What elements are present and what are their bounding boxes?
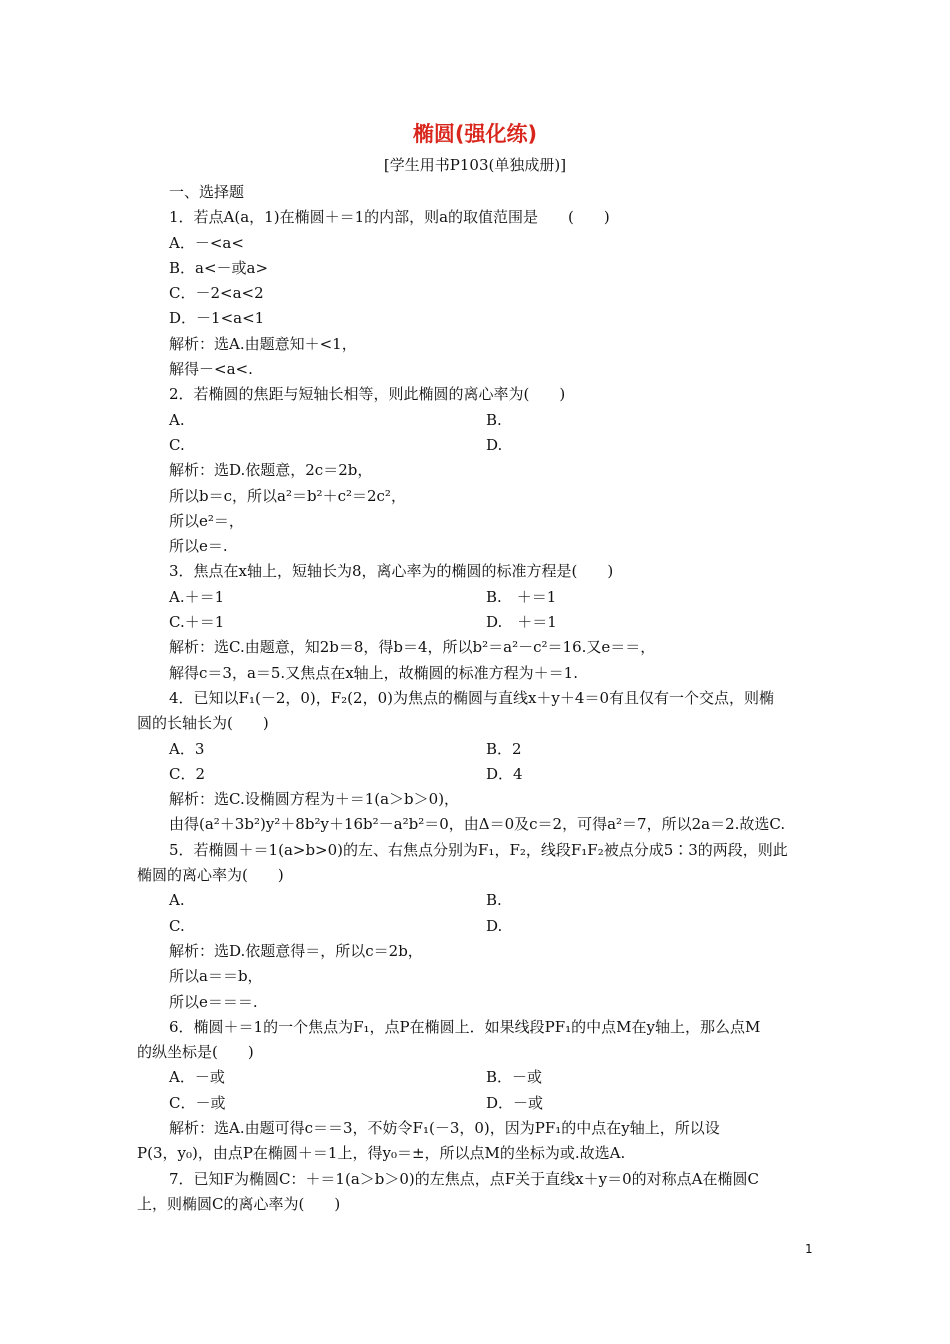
option-row [137,433,827,458]
option-right: B．－或 [486,1068,543,1087]
option-left: A. [169,891,185,910]
option-right: B. ＋＝1 [486,587,557,606]
text-line: 所以e＝＝＝. [169,992,258,1011]
option-row [137,762,827,787]
text-line: 5．若椭圆＋＝1(a>b>0)的左、右焦点分别为F₁，F₂，线段F₁F₂被点分成5∶3的两段，则此 [169,840,788,859]
text-line: 解析：选C.由题意，知2b＝8，得b＝4，所以b²＝a²－c²＝16.又e＝＝， [169,638,656,657]
text-line: 4．已知以F₁(－2，0)，F₂(2，0)为焦点的椭圆与直线x＋y＋4＝0有且仅有一个交点，则椭 [169,688,774,707]
option-left: C. [169,916,185,935]
page-number: 1 [805,1242,813,1256]
text-line: 解得c＝3，a＝5.又焦点在x轴上，故椭圆的标准方程为＋＝1. [169,663,578,682]
option-row [137,1091,827,1116]
text-line: A．－<a< [169,233,244,252]
text-line: 7．已知F为椭圆C：＋＝1(a＞b＞0)的左焦点，点F关于直线x＋y＝0的对称点A在椭圆C [169,1169,759,1188]
text-line: 上，则椭圆C的离心率为( ) [137,1194,341,1213]
text-line: 2．若椭圆的焦距与短轴长相等，则此椭圆的离心率为( ) [169,385,566,404]
text-line: 所以e＝. [169,537,228,556]
option-row [137,408,827,433]
text-line: 一、选择题 [169,183,245,201]
option-right: D. [486,435,503,454]
option-row [137,585,827,610]
text-line: 6．椭圆＋＝1的一个焦点为F₁，点P在椭圆上．如果线段PF₁的中点M在y轴上，那么点M [169,1017,761,1036]
text-line: 所以e²＝， [169,511,244,530]
option-right: D．4 [486,764,523,783]
text-line: 解析：选A.由题意知＋<1， [169,334,357,353]
document-body [137,180,827,1217]
text-line: B．a<－或a> [169,258,269,277]
document-subtitle: [学生用书P103(单独成册)] [383,156,567,174]
text-line: 椭圆的离心率为( ) [137,866,284,885]
option-right: D. [486,916,503,935]
option-row [137,914,827,939]
text-line: 解得－<a<. [169,360,253,379]
option-row [137,888,827,913]
option-left: A．3 [169,739,205,758]
text-line: 所以a＝＝b， [169,967,263,986]
option-left: C. [169,435,185,454]
text-line: 的纵坐标是( ) [137,1043,254,1062]
text-line: 解析：选C.设椭圆方程为＋＝1(a＞b＞0)， [169,790,460,809]
option-row [137,610,827,635]
option-row [137,1065,827,1090]
text-line: 3．焦点在x轴上，短轴长为8，离心率为的椭圆的标准方程是( ) [169,562,614,581]
text-line: 解析：选D.依题意，2c＝2b， [169,461,373,480]
text-line: 解析：选A.由题可得c＝＝3，不妨令F₁(－3，0)，因为PF₁的中点在y轴上，所以设 [169,1118,720,1137]
option-left: C．2 [169,764,206,783]
option-left: A. [169,410,185,429]
option-right: B. [486,891,502,910]
text-line: 圆的长轴长为( ) [137,714,269,733]
text-line: 由得(a²＋3b²)y²＋8b²y＋16b²－a²b²＝0，由Δ＝0及c＝2，可得a²＝7，所以2a＝2.故选C. [169,815,786,834]
text-line: 1．若点A(a，1)在椭圆＋＝1的内部，则a的取值范围是 ( ) [169,208,610,227]
option-left: A.＋＝1 [169,587,225,606]
option-left: A．－或 [169,1068,225,1087]
text-line: 所以b＝c，所以a²＝b²＋c²＝2c²， [169,486,406,505]
text-line: C．－2<a<2 [169,284,264,303]
text-line: D．－1<a<1 [169,309,265,328]
option-row [137,737,827,762]
option-left: C.＋＝1 [169,613,225,632]
option-right: D. ＋＝1 [486,613,557,632]
option-right: B．2 [486,739,522,758]
document-title: 椭圆(强化练) [412,122,538,146]
option-right: D．－或 [486,1093,544,1112]
option-left: C．－或 [169,1093,226,1112]
text-line: P(3，y₀)，由点P在椭圆＋＝1上，得y₀＝±，所以点M的坐标为或.故选A. [137,1144,626,1163]
text-line: 解析：选D.依题意得＝，所以c＝2b， [169,941,423,960]
option-right: B. [486,410,502,429]
